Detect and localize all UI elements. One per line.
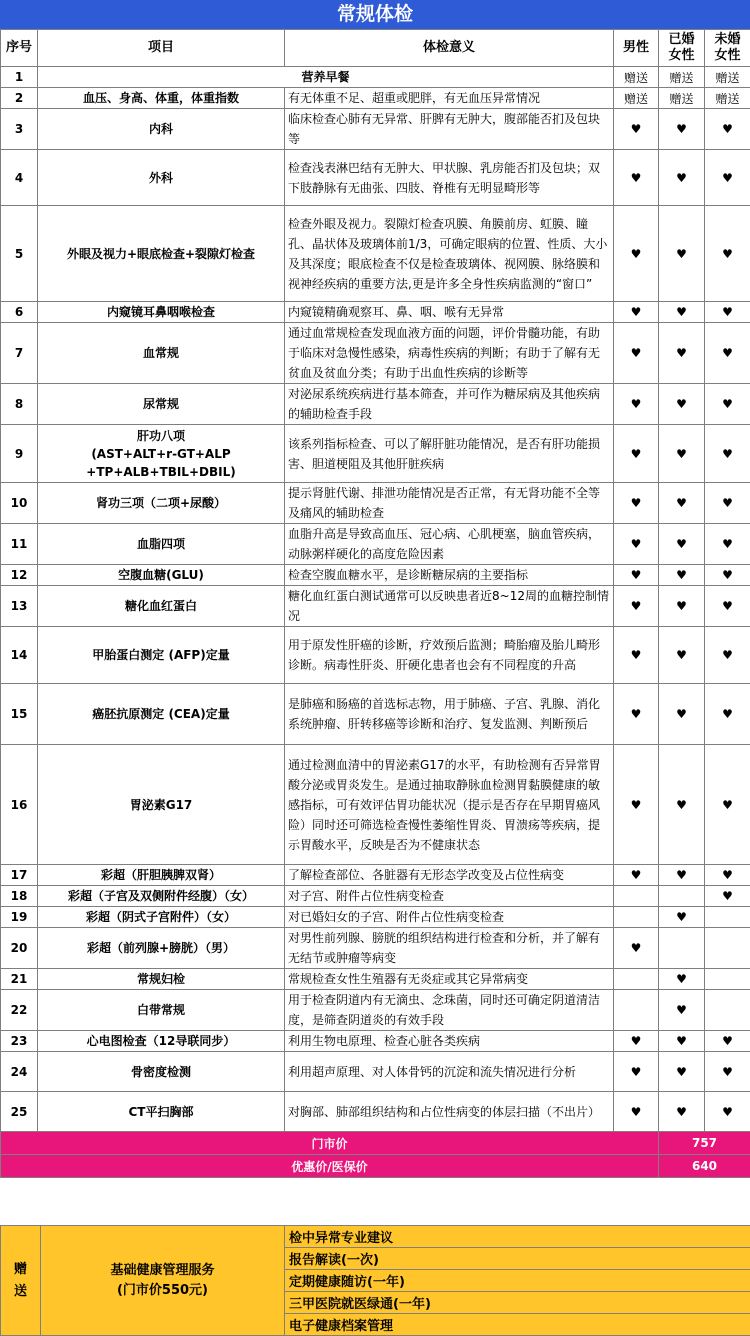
unmarried-female-marker: ♥ [705, 524, 750, 565]
male-marker: ♥ [614, 483, 659, 524]
married-female-marker: ♥ [659, 907, 705, 928]
row-meaning: 对已婚妇女的子宫、附件占位性病变检查 [285, 907, 614, 928]
row-item: 白带常规 [38, 990, 285, 1031]
page-title: 常规体检 [0, 0, 750, 29]
row-item: 常规妇检 [38, 969, 285, 990]
married-female-marker: ♥ [659, 684, 705, 745]
male-marker: ♥ [614, 928, 659, 969]
row-meaning: 提示肾脏代谢、排泄功能情况是否正常，有无肾功能不全等及痛风的辅助检查 [285, 483, 614, 524]
row-number: 16 [1, 745, 38, 865]
row-meaning: 有无体重不足、超重或肥胖，有无血压异常情况 [285, 88, 614, 109]
male-marker: ♥ [614, 150, 659, 206]
row-meaning: 临床检查心肺有无异常、肝脾有无肿大，腹部能否扪及包块等 [285, 109, 614, 150]
table-row [1, 88, 750, 109]
male-marker [614, 990, 659, 1031]
male-marker: ♥ [614, 865, 659, 886]
row-meaning: 检查空腹血糖水平，是诊断糖尿病的主要指标 [285, 565, 614, 586]
table-row [1, 483, 750, 524]
married-female-marker: ♥ [659, 745, 705, 865]
row-number: 8 [1, 384, 38, 425]
table-row [1, 323, 750, 384]
row-number: 24 [1, 1052, 38, 1092]
col-header-unmarried-female: 未婚 女性 [705, 30, 750, 67]
married-female-marker [659, 886, 705, 907]
unmarried-female-marker: ♥ [705, 302, 750, 323]
male-marker: ♥ [614, 1052, 659, 1092]
table-header-row [1, 30, 750, 67]
row-meaning: 血脂升高是导致高血压、冠心病、心肌梗塞，脑血管疾病，动脉粥样硬化的高度危险因素 [285, 524, 614, 565]
row-item: 空腹血糖(GLU) [38, 565, 285, 586]
married-female-marker: ♥ [659, 425, 705, 483]
table-row [1, 586, 750, 627]
unmarried-female-marker: ♥ [705, 565, 750, 586]
table-row [1, 865, 750, 886]
row-meaning: 内窥镜精确观察耳、鼻、咽、喉有无异常 [285, 302, 614, 323]
discount-price-value: 640 [659, 1155, 750, 1178]
row-meaning: 用于检查阴道内有无滴虫、念珠菌，同时还可确定阴道清洁度，是筛查阴道炎的有效手段 [285, 990, 614, 1031]
row-meaning: 利用生物电原理、检查心脏各类疾病 [285, 1031, 614, 1052]
col-header-meaning: 体检意义 [285, 30, 614, 67]
row-item: 糖化血红蛋白 [38, 586, 285, 627]
row-meaning: 通过血常规检查发现血液方面的问题，评价骨髓功能，有助于临床对急慢性感染，病毒性疾病的判断；有助于了解有无贫血及贫血分类；有助于出血性疾病的诊断等 [285, 323, 614, 384]
row-number: 12 [1, 565, 38, 586]
gift-benefit-item: 报告解读(一次) [285, 1248, 750, 1270]
unmarried-female-marker: ♥ [705, 586, 750, 627]
row-meaning: 糖化血红蛋白测试通常可以反映患者近8~12周的血糖控制情况 [285, 586, 614, 627]
married-female-marker: ♥ [659, 1031, 705, 1052]
row-meaning: 通过检测血清中的胃泌素G17的水平，有助检测有否异常胃酸分泌或胃炎发生。是通过抽取静脉血检测胃黏膜健康的敏感指标，可有效评估胃功能状况（提示是否存在早期胃癌风险）同时还可筛选检查慢性萎缩性胃炎、胃溃疡等疾病，提示胃酸水平，反映是否为不健康状态 [285, 745, 614, 865]
gift-benefit-item: 电子健康档案管理 [285, 1314, 750, 1336]
row-item: 心电图检查（12导联同步） [38, 1031, 285, 1052]
male-marker: ♥ [614, 206, 659, 302]
unmarried-female-marker: ♥ [705, 684, 750, 745]
male-marker: ♥ [614, 384, 659, 425]
row-item: 肝功八项 (AST+ALT+r-GT+ALP +TP+ALB+TBIL+DBIL) [38, 425, 285, 483]
unmarried-female-marker: 赠送 [705, 67, 750, 88]
row-number: 22 [1, 990, 38, 1031]
unmarried-female-marker: ♥ [705, 1092, 750, 1132]
married-female-marker: ♥ [659, 1052, 705, 1092]
unmarried-female-marker: ♥ [705, 323, 750, 384]
gift-section [0, 1225, 750, 1336]
male-marker: ♥ [614, 524, 659, 565]
row-number: 13 [1, 586, 38, 627]
male-marker: ♥ [614, 109, 659, 150]
table-row [1, 886, 750, 907]
married-female-marker: ♥ [659, 586, 705, 627]
row-number: 18 [1, 886, 38, 907]
row-number: 10 [1, 483, 38, 524]
table-row [1, 1092, 750, 1132]
row-item: 肾功三项（二项+尿酸） [38, 483, 285, 524]
table-row [1, 990, 750, 1031]
row-meaning: 对男性前列腺、膀胱的组织结构进行检查和分析，并了解有无结节或肿瘤等病变 [285, 928, 614, 969]
discount-price-row [1, 1155, 750, 1178]
unmarried-female-marker [705, 907, 750, 928]
row-item: 彩超（前列腺+膀胱）（男） [38, 928, 285, 969]
table-row [1, 302, 750, 323]
male-marker: ♥ [614, 627, 659, 684]
row-number: 20 [1, 928, 38, 969]
discount-price-label: 优惠价/医保价 [1, 1155, 659, 1178]
unmarried-female-marker [705, 928, 750, 969]
row-meaning: 检查外眼及视力。裂隙灯检查巩膜、角膜前房、虹膜、瞳孔、晶状体及玻璃体前1/3，可确定眼病的位置、性质、大小及其深度；眼底检查不仅是检查玻璃体、视网膜、脉络膜和视神经疾病的重要方法,更是许多全身性疾病监测的“窗口” [285, 206, 614, 302]
table-row [1, 745, 750, 865]
table-row [1, 109, 750, 150]
row-item: 尿常规 [38, 384, 285, 425]
unmarried-female-marker: 赠送 [705, 88, 750, 109]
married-female-marker: ♥ [659, 565, 705, 586]
male-marker: ♥ [614, 1031, 659, 1052]
male-marker: ♥ [614, 684, 659, 745]
married-female-marker: ♥ [659, 384, 705, 425]
row-number: 19 [1, 907, 38, 928]
row-item: 血脂四项 [38, 524, 285, 565]
married-female-marker: ♥ [659, 302, 705, 323]
unmarried-female-marker [705, 990, 750, 1031]
unmarried-female-marker [705, 969, 750, 990]
unmarried-female-marker: ♥ [705, 1031, 750, 1052]
married-female-marker: ♥ [659, 109, 705, 150]
table-row [1, 627, 750, 684]
table-row [1, 384, 750, 425]
row-meaning: 检查浅表淋巴结有无肿大、甲状腺、乳房能否扪及包块；双下肢静脉有无曲张、四肢、脊椎有无明显畸形等 [285, 150, 614, 206]
row-item: 癌胚抗原测定 (CEA)定量 [38, 684, 285, 745]
unmarried-female-marker: ♥ [705, 886, 750, 907]
married-female-marker: ♥ [659, 524, 705, 565]
row-number: 15 [1, 684, 38, 745]
row-number: 23 [1, 1031, 38, 1052]
table-row [1, 565, 750, 586]
row-meaning: 对泌尿系统疾病进行基本筛查，并可作为糖尿病及其他疾病的辅助检查手段 [285, 384, 614, 425]
table-row [1, 150, 750, 206]
row-item: 彩超（肝胆胰脾双肾） [38, 865, 285, 886]
row-number: 5 [1, 206, 38, 302]
married-female-marker: ♥ [659, 150, 705, 206]
row-item: 彩超（子宫及双侧附件经腹）（女） [38, 886, 285, 907]
married-female-marker: ♥ [659, 1092, 705, 1132]
row-number: 17 [1, 865, 38, 886]
male-marker [614, 886, 659, 907]
unmarried-female-marker: ♥ [705, 384, 750, 425]
table-row [1, 524, 750, 565]
col-header-male: 男性 [614, 30, 659, 67]
table-row [1, 1031, 750, 1052]
married-female-marker: ♥ [659, 627, 705, 684]
male-marker [614, 907, 659, 928]
male-marker: ♥ [614, 745, 659, 865]
unmarried-female-marker: ♥ [705, 425, 750, 483]
male-marker: ♥ [614, 586, 659, 627]
male-marker: ♥ [614, 565, 659, 586]
male-marker: ♥ [614, 1092, 659, 1132]
married-female-marker: 赠送 [659, 67, 705, 88]
male-marker: 赠送 [614, 88, 659, 109]
row-meaning: 是肺癌和肠癌的首选标志物，用于肺癌、子宫、乳腺、消化系统肿瘤、肝转移癌等诊断和治疗、复发监测、判断预后 [285, 684, 614, 745]
row-meaning: 利用超声原理、对人体骨钙的沉淀和流失情况进行分析 [285, 1052, 614, 1092]
unmarried-female-marker: ♥ [705, 1052, 750, 1092]
row-item: 营养早餐 [38, 67, 614, 88]
row-number: 2 [1, 88, 38, 109]
unmarried-female-marker: ♥ [705, 109, 750, 150]
checkup-table [0, 29, 750, 1178]
married-female-marker: ♥ [659, 206, 705, 302]
row-number: 3 [1, 109, 38, 150]
row-meaning: 用于原发性肝癌的诊断，疗效预后监测；畸胎瘤及胎儿畸形诊断。病毒性肝炎、肝硬化患者也会有不同程度的升高 [285, 627, 614, 684]
row-number: 7 [1, 323, 38, 384]
retail-price-value: 757 [659, 1132, 750, 1155]
row-item: 甲胎蛋白测定 (AFP)定量 [38, 627, 285, 684]
gift-benefit-item: 检中异常专业建议 [285, 1226, 750, 1248]
retail-price-label: 门市价 [1, 1132, 659, 1155]
row-meaning: 该系列指标检查、可以了解肝脏功能情况，是否有肝功能损害、胆道梗阻及其他肝脏疾病 [285, 425, 614, 483]
row-item: 血压、身高、体重，体重指数 [38, 88, 285, 109]
married-female-marker: ♥ [659, 969, 705, 990]
male-marker: ♥ [614, 425, 659, 483]
unmarried-female-marker: ♥ [705, 483, 750, 524]
male-marker: 赠送 [614, 67, 659, 88]
unmarried-female-marker: ♥ [705, 150, 750, 206]
row-item: 外科 [38, 150, 285, 206]
row-item: 内科 [38, 109, 285, 150]
row-number: 1 [1, 67, 38, 88]
row-item: 内窥镜耳鼻咽喉检查 [38, 302, 285, 323]
row-number: 6 [1, 302, 38, 323]
male-marker: ♥ [614, 323, 659, 384]
row-meaning: 了解检查部位、各脏器有无形态学改变及占位性病变 [285, 865, 614, 886]
married-female-marker: ♥ [659, 323, 705, 384]
row-number: 4 [1, 150, 38, 206]
gift-label: 赠 送 [1, 1226, 41, 1336]
unmarried-female-marker: ♥ [705, 206, 750, 302]
unmarried-female-marker: ♥ [705, 745, 750, 865]
table-row [1, 969, 750, 990]
row-number: 9 [1, 425, 38, 483]
row-meaning: 对胸部、肺部组织结构和占位性病变的体层扫描（不出片） [285, 1092, 614, 1132]
row-number: 25 [1, 1092, 38, 1132]
gift-benefit-item: 三甲医院就医绿通(一年) [285, 1292, 750, 1314]
col-header-no: 序号 [1, 30, 38, 67]
table-row [1, 425, 750, 483]
gift-service-name: 基础健康管理服务 (门市价550元) [41, 1226, 285, 1336]
married-female-marker: ♥ [659, 865, 705, 886]
row-item: 骨密度检测 [38, 1052, 285, 1092]
male-marker [614, 969, 659, 990]
gift-benefit-item: 定期健康随访(一年) [285, 1270, 750, 1292]
row-number: 11 [1, 524, 38, 565]
table-row [1, 928, 750, 969]
married-female-marker: 赠送 [659, 88, 705, 109]
row-item: CT平扫胸部 [38, 1092, 285, 1132]
table-row [1, 206, 750, 302]
row-item: 血常规 [38, 323, 285, 384]
row-item: 外眼及视力+眼底检查+裂隙灯检查 [38, 206, 285, 302]
row-item: 胃泌素G17 [38, 745, 285, 865]
married-female-marker: ♥ [659, 483, 705, 524]
table-row [1, 907, 750, 928]
married-female-marker: ♥ [659, 990, 705, 1031]
male-marker: ♥ [614, 302, 659, 323]
unmarried-female-marker: ♥ [705, 627, 750, 684]
col-header-married-female: 已婚 女性 [659, 30, 705, 67]
col-header-item: 项目 [38, 30, 285, 67]
table-row [1, 67, 750, 88]
unmarried-female-marker: ♥ [705, 865, 750, 886]
table-row [1, 684, 750, 745]
row-meaning: 对子宫、附件占位性病变检查 [285, 886, 614, 907]
table-row [1, 1052, 750, 1092]
retail-price-row [1, 1132, 750, 1155]
row-item: 彩超（阴式子宫附件）（女） [38, 907, 285, 928]
row-number: 14 [1, 627, 38, 684]
married-female-marker [659, 928, 705, 969]
row-number: 21 [1, 969, 38, 990]
row-meaning: 常规检查女性生殖器有无炎症或其它异常病变 [285, 969, 614, 990]
